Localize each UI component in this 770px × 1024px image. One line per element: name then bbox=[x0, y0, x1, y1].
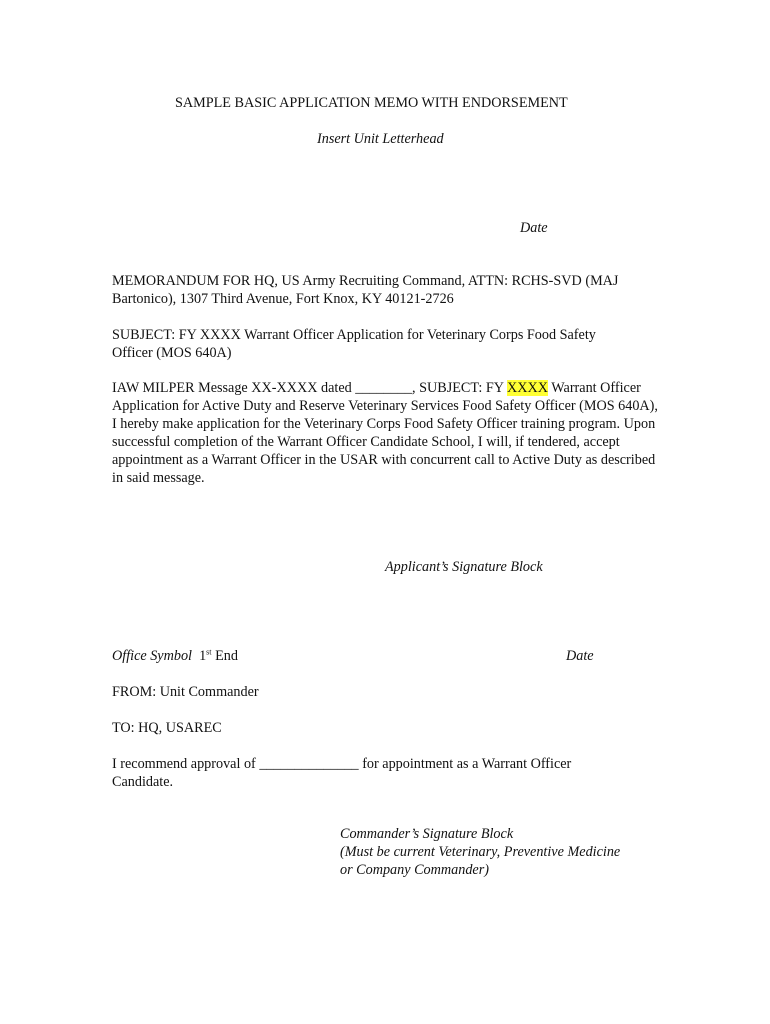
commander-signature-block: Commander’s Signature Block bbox=[340, 826, 514, 842]
subject-line2: Officer (MOS 640A) bbox=[112, 345, 232, 361]
office-symbol: Office Symbol bbox=[112, 648, 192, 664]
endorsement-suffix: st bbox=[206, 647, 212, 657]
to-line: TO: HQ, USAREC bbox=[112, 720, 222, 736]
from-line: FROM: Unit Commander bbox=[112, 684, 259, 700]
endorsement-number: 1 bbox=[199, 648, 207, 664]
recommend-line2: Candidate. bbox=[112, 774, 174, 790]
applicant-signature-block: Applicant’s Signature Block bbox=[385, 559, 543, 575]
endorsement-line bbox=[112, 647, 238, 665]
application-body bbox=[112, 379, 662, 487]
body-text-start: IAW MILPER Message XX-XXXX dated ________, SUBJECT: FY bbox=[112, 380, 507, 396]
letterhead-placeholder: Insert Unit Letterhead bbox=[317, 131, 444, 147]
endorsement-label: End bbox=[215, 648, 238, 664]
recommend-line1: I recommend approval of ______________ for appointment as a Warrant Officer bbox=[112, 756, 572, 772]
memo-title: SAMPLE BASIC APPLICATION MEMO WITH ENDORSEMENT bbox=[175, 95, 568, 111]
commander-note-line1: (Must be current Veterinary, Preventive Medicine bbox=[340, 844, 621, 860]
memo-for-line1: MEMORANDUM FOR HQ, US Army Recruiting Command, ATTN: RCHS-SVD (MAJ bbox=[112, 273, 619, 289]
date-bottom: Date bbox=[566, 648, 594, 664]
date-top: Date bbox=[520, 220, 548, 236]
memo-for-line2: Bartonico), 1307 Third Avenue, Fort Knox, KY 40121-2726 bbox=[112, 291, 454, 307]
subject-line1: SUBJECT: FY XXXX Warrant Officer Application for Veterinary Corps Food Safety bbox=[112, 327, 596, 343]
body-text-rest: Warrant Officer Application for Active Duty and Reserve Veterinary Services Food Safety Officer (MOS 640A), I hereby make application for the Veterinary Corps Food Safety Officer training program. Upon successful completion of the Warrant Officer Candidate School, I will, if tendered, accept appointment as a Warrant Officer in the USAR with concurrent call to Active Duty as described in said message. bbox=[112, 380, 658, 486]
highlighted-year: XXXX bbox=[507, 380, 548, 396]
commander-note-line2: or Company Commander) bbox=[340, 862, 489, 878]
